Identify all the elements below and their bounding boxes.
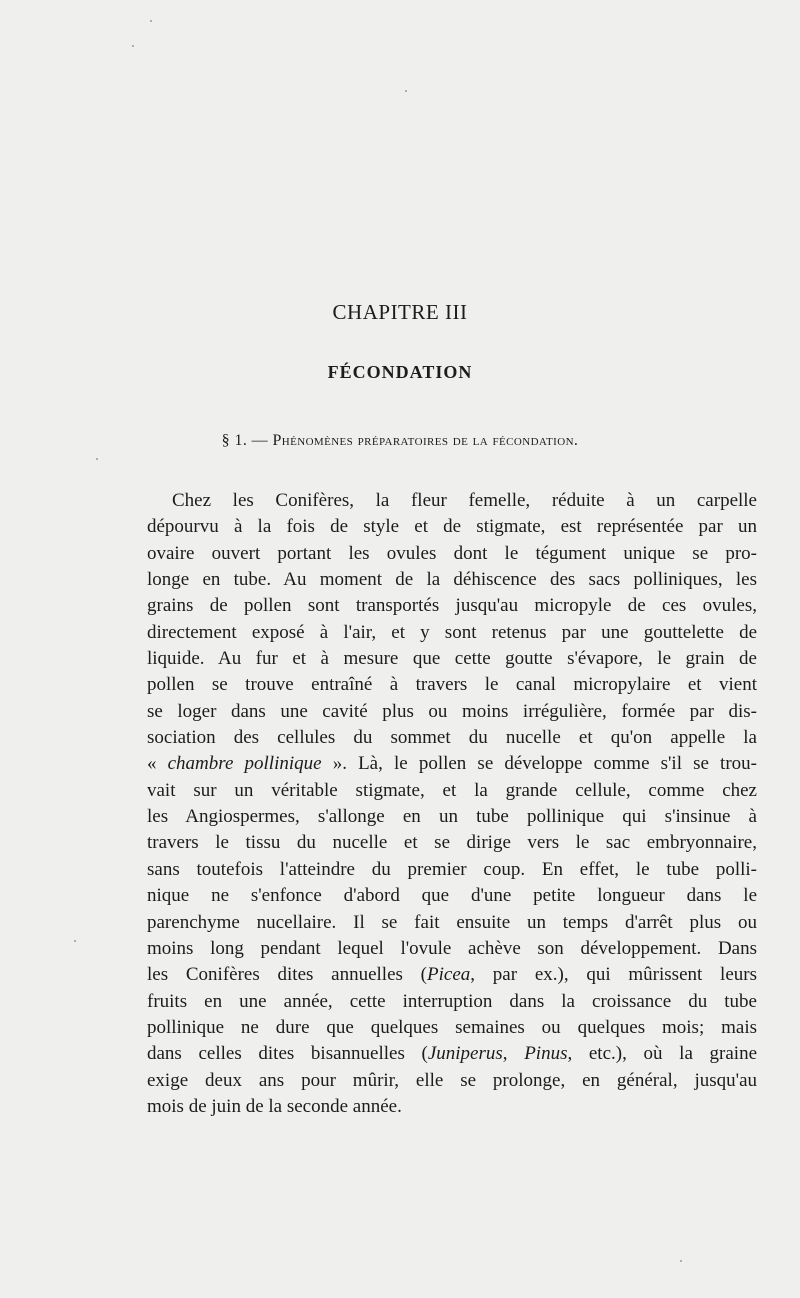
paragraph-line: longe en tube. Au moment de la déhiscence des sacs polliniques, les [147,569,757,591]
paper-speck [132,45,134,47]
paragraph-line: ovaire ouvert portant les ovules dont le tégument unique se pro- [147,542,757,564]
paragraph-line: nique ne s'enfonce d'abord que d'une petite longueur dans le [147,885,757,907]
paragraph-line: « chambre pollinique ». Là, le pollen se développe comme s'il se trou- [147,753,757,775]
paragraph-line: dépourvu à la fois de style et de stigmate, est représentée par un [147,516,757,538]
paragraph-line: se loger dans une cavité plus ou moins irrégulière, formée par dis- [147,700,757,722]
paragraph-line: sans toutefois l'atteindre du premier coup. En effet, le tube polli- [147,858,757,880]
paper-speck [150,20,152,22]
chapter-title: FÉCONDATION [327,362,473,382]
paragraph-line: les Conifères dites annuelles (Picea, par ex.), qui mûrissent leurs [147,964,757,986]
section-marker: § 1. — [221,432,269,449]
paragraph-line: les Angiospermes, s'allonge en un tube pollinique qui s'insinue à [147,806,757,828]
paragraph-line: fruits en une année, cette interruption dans la croissance du tube [147,990,757,1012]
section-heading [0,432,800,450]
paper-speck [680,1260,682,1262]
paper-speck [74,940,76,942]
paragraph-line: exige deux ans pour mûrir, elle se prolonge, en général, jusqu'au [147,1069,757,1091]
paragraph-line: directement exposé à l'air, et y sont retenus par une gouttelette de [147,621,757,643]
paragraph-line: liquide. Au fur et à mesure que cette goutte s'évapore, le grain de [147,648,757,670]
paragraph-line: travers le tissu du nucelle et se dirige vers le sac embryonnaire, [147,832,757,854]
paragraph-line: pollen se trouve entraîné à travers le canal micropylaire et vient [147,674,757,696]
paragraph-line: Chez les Conifères, la fleur femelle, réduite à un carpelle [172,490,757,511]
paragraph-line: moins long pendant lequel l'ovule achève son développement. Dans [147,937,757,959]
section-title: Phénomènes préparatoires de la fécondation. [272,432,579,449]
paragraph-line: parenchyme nucellaire. Il se fait ensuite un temps d'arrêt plus ou [147,911,757,933]
paragraph-line: grains de pollen sont transportés jusqu'au micropyle de ces ovules, [147,595,757,617]
paragraph-line: sociation des cellules du sommet du nucelle et qu'on appelle la [147,727,757,749]
paragraph-line: pollinique ne dure que quelques semaines ou quelques mois; mais [147,1016,757,1038]
paragraph-line: mois de juin de la seconde année. [147,1095,402,1117]
paragraph-line: vait sur un véritable stigmate, et la grande cellule, comme chez [147,779,757,801]
paper-speck [96,458,98,460]
paragraph-line: dans celles dites bisannuelles (Juniperus, Pinus, etc.), où la graine [147,1043,757,1065]
paper-speck [405,90,407,92]
chapter-number: CHAPITRE III [332,300,468,324]
paragraph [147,488,757,1120]
